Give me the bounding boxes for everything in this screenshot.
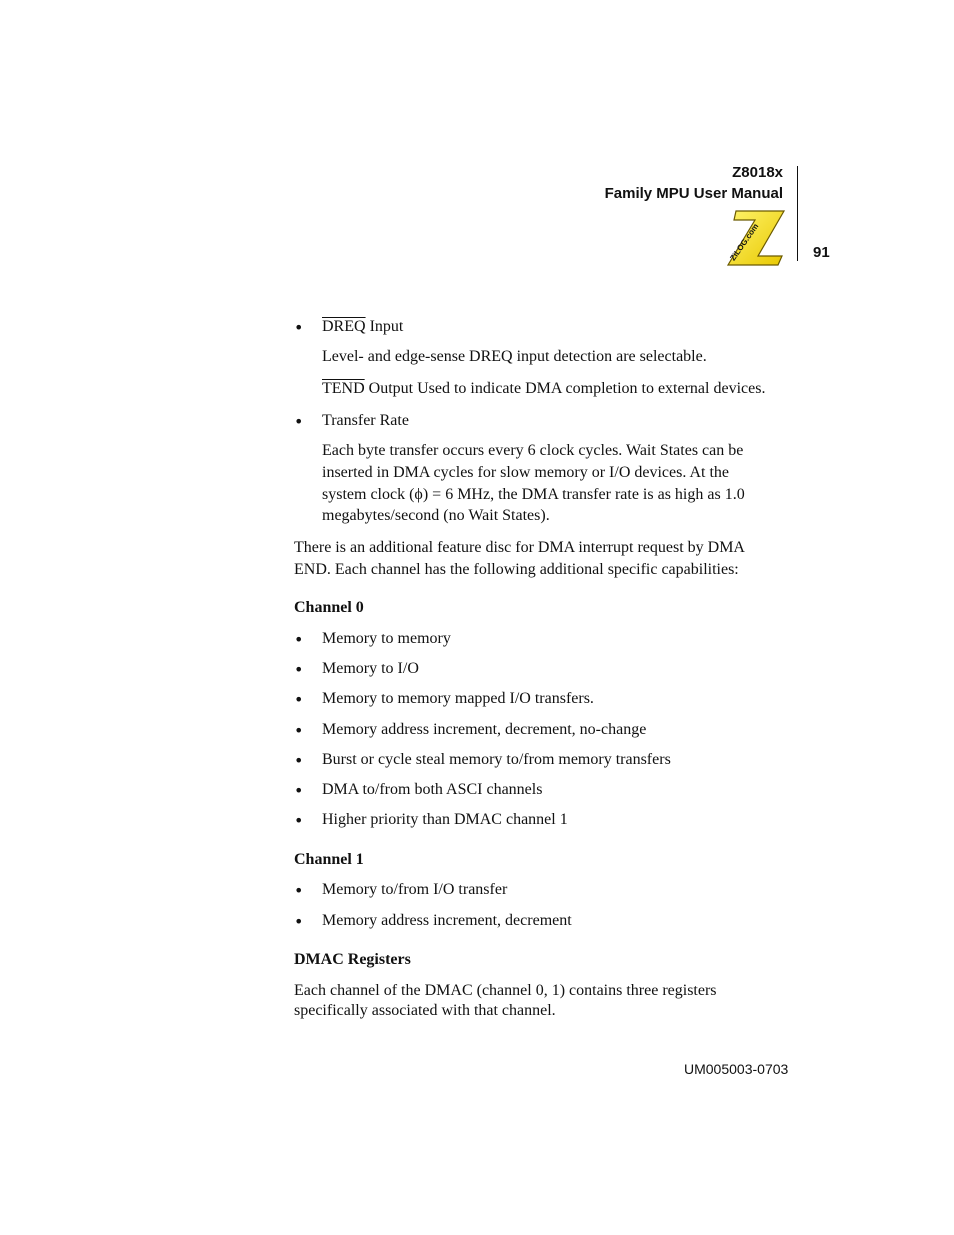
dmac-registers-heading: DMAC Registers bbox=[294, 951, 411, 968]
channel1-heading: Channel 1 bbox=[294, 851, 364, 868]
transfer-rate-line: inserted in DMA cycles for slow memory or I/O devices. At the bbox=[322, 464, 730, 481]
bullet-icon: • bbox=[294, 811, 304, 830]
tend-signal: TEND bbox=[322, 380, 365, 397]
bullet-icon: • bbox=[294, 412, 304, 431]
list-item: Memory to/from I/O transfer bbox=[322, 881, 508, 898]
list-item: Memory address increment, decrement bbox=[322, 912, 572, 929]
bullet-icon: • bbox=[294, 781, 304, 800]
bullet-icon: • bbox=[294, 318, 304, 337]
bullet-icon: • bbox=[294, 660, 304, 679]
manual-title: Z8018x bbox=[732, 164, 783, 181]
bullet-icon: • bbox=[294, 721, 304, 740]
bullet-icon: • bbox=[294, 881, 304, 900]
bullet-icon: • bbox=[294, 690, 304, 709]
list-item: Memory address increment, decrement, no-change bbox=[322, 721, 647, 738]
dreq-signal: DREQ bbox=[322, 318, 366, 335]
header-divider bbox=[797, 166, 798, 261]
page-number: 91 bbox=[813, 244, 830, 261]
list-item: Memory to memory bbox=[322, 630, 451, 647]
dreq-suffix: Input bbox=[365, 318, 404, 335]
bullet-icon: • bbox=[294, 630, 304, 649]
dreq-item bbox=[322, 318, 403, 336]
transfer-rate-line: Each byte transfer occurs every 6 clock cycles. Wait States can be bbox=[322, 442, 744, 459]
list-item: Burst or cycle steal memory to/from memory transfers bbox=[322, 751, 671, 768]
channel0-heading: Channel 0 bbox=[294, 599, 364, 616]
list-item: DMA to/from both ASCI channels bbox=[322, 781, 543, 798]
transfer-rate-line: system clock (ϕ) = 6 MHz, the DMA transfer rate is as high as 1.0 bbox=[322, 486, 745, 503]
zilog-logo-icon bbox=[722, 208, 786, 268]
dmac-paragraph-line: specifically associated with that channel. bbox=[294, 1002, 556, 1019]
document-id: UM005003-0703 bbox=[684, 1061, 789, 1077]
dmac-paragraph-line: Each channel of the DMAC (channel 0, 1) contains three registers bbox=[294, 982, 717, 999]
tend-description: Output Used to indicate DMA completion to external devices. bbox=[364, 380, 766, 397]
list-item: Memory to I/O bbox=[322, 660, 419, 677]
transfer-rate-title: Transfer Rate bbox=[322, 412, 409, 429]
intro-paragraph-line: There is an additional feature disc for DMA interrupt request by DMA bbox=[294, 539, 745, 556]
bullet-icon: • bbox=[294, 751, 304, 770]
transfer-rate-line: megabytes/second (no Wait States). bbox=[322, 507, 550, 524]
list-item: Memory to memory mapped I/O transfers. bbox=[322, 690, 594, 707]
logo-wordmark: ZiLOG.com bbox=[728, 221, 761, 263]
intro-paragraph-line: END. Each channel has the following additional specific capabilities: bbox=[294, 561, 739, 578]
bullet-icon: • bbox=[294, 912, 304, 931]
list-item: Higher priority than DMAC channel 1 bbox=[322, 811, 568, 828]
manual-subtitle: Family MPU User Manual bbox=[604, 185, 783, 202]
dreq-description: Level- and edge-sense DREQ input detection are selectable. bbox=[322, 348, 707, 365]
tend-item bbox=[322, 380, 765, 398]
